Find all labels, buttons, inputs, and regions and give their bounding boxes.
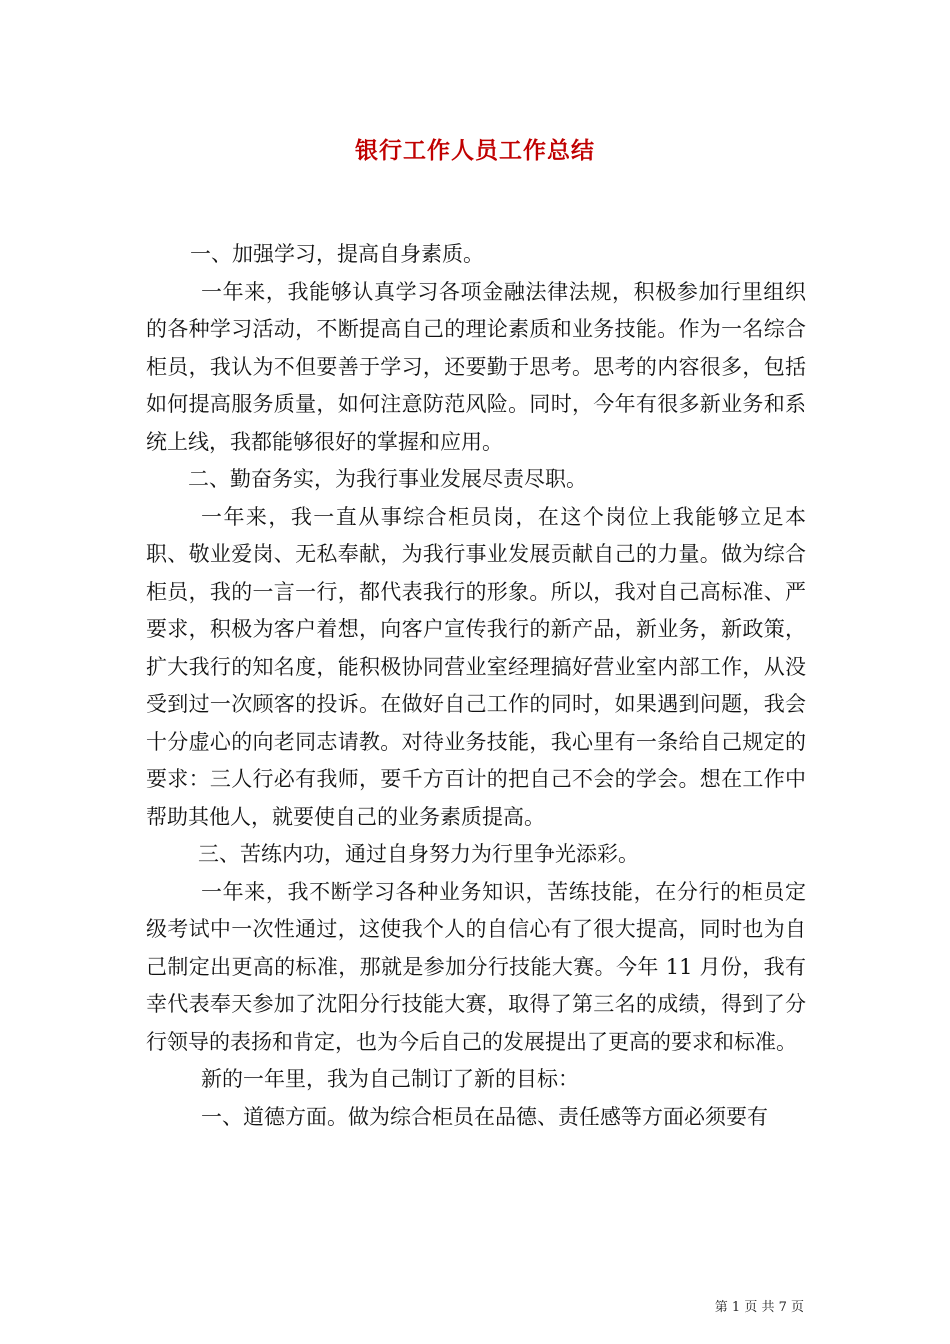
section-heading-2: 二、勤奋务实，为我行事业发展尽责尽职。	[188, 467, 587, 491]
paragraph-5: 一、道德方面。做为综合柜员在品德、责任感等方面必须要有	[201, 1104, 768, 1129]
page-number: 第 1 页 共 7 页	[714, 1300, 804, 1315]
paragraph-3: 一年来，我不断学习各种业务知识，苦练技能，在分行的柜员定级考试中一次性通过，这使我个人的自信心有了很大提高，同时也为自己制定出更高的标准，那就是参加分行技能大赛。今年 11 月份，我有幸代表奉天参加了沈阳分行技能大赛，取得了第三名的成绩，得到了分行领导的表扬和肯定，也为今后自己的发展提出了更高的要求和标准。	[146, 879, 806, 1054]
document-body	[146, 236, 806, 1136]
paragraph-4: 新的一年里，我为自己制订了新的目标：	[201, 1067, 579, 1091]
section-heading-3: 三、苦练内功，通过自身努力为行里争光添彩。	[198, 842, 639, 866]
section-heading-1: 一、加强学习，提高自身素质。	[190, 242, 484, 266]
paragraph-1: 一年来，我能够认真学习各项金融法律法规，积极参加行里组织的各种学习活动，不断提高自己的理论素质和业务技能。作为一名综合柜员，我认为不但要善于学习，还要勤于思考。思考的内容很多，包括如何提高服务质量，如何注意防范风险。同时，今年有很多新业务和系统上线，我都能够很好的掌握和应用。	[146, 279, 806, 454]
document-title: 银行工作人员工作总结	[355, 138, 595, 164]
paragraph-2: 一年来，我一直从事综合柜员岗，在这个岗位上我能够立足本职、敬业爱岗、无私奉献，为我行事业发展贡献自己的力量。做为综合柜员，我的一言一行，都代表我行的形象。所以，我对自己高标准、严要求，积极为客户着想，向客户宣传我行的新产品，新业务，新政策，扩大我行的知名度，能积极协同营业室经理搞好营业室内部工作，从没受到过一次顾客的投诉。在做好自己工作的同时，如果遇到问题，我会十分虚心的向老同志请教。对待业务技能，我心里有一条给自己规定的要求：三人行必有我师，要千方百计的把自己不会的学会。想在工作中帮助其他人，就要使自己的业务素质提高。	[146, 504, 806, 829]
